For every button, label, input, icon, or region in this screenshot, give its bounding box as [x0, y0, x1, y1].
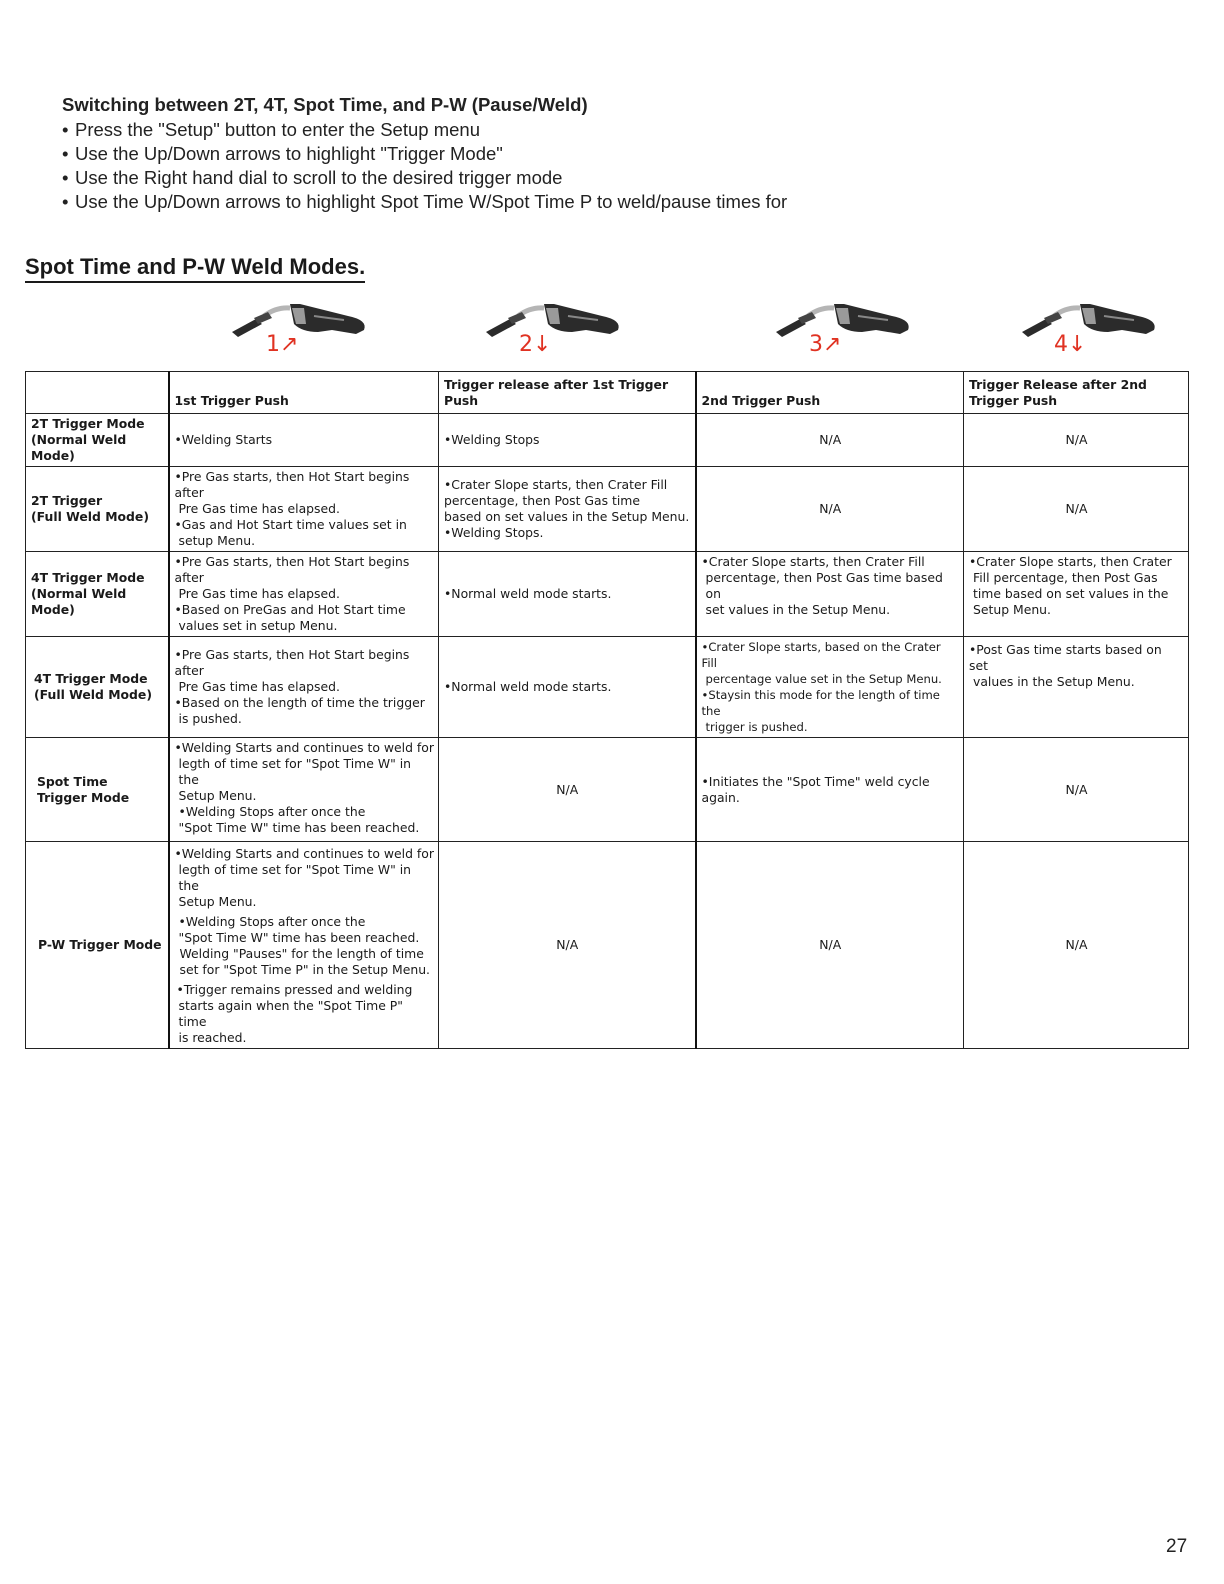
step-label: 2↓ — [519, 332, 552, 357]
page-number: 27 — [1166, 1536, 1188, 1557]
table-cell: •Crater Slope starts, then Crater Fill percentage, then Post Gas time based on set values in the Setup Menu. — [964, 552, 1189, 637]
table-cell: •Welding Starts and continues to weld for legth of time set for "Spot Time W" in the Setup Menu. •Welding Stops after once the "Spot Time W" time has been reached. — [169, 738, 439, 842]
bullet-icon: • — [62, 167, 69, 188]
welding-gun-4 — [1018, 302, 1158, 364]
bullet-icon: • — [62, 119, 69, 140]
intro-bullet-list — [62, 118, 1162, 214]
table-header-row — [26, 372, 1189, 414]
bullet-icon: • — [62, 143, 69, 164]
table-cell: •Crater Slope starts, based on the Crater Fill percentage value set in the Setup Menu. •Staysin this mode for the length of time the trigger is pushed. — [696, 637, 964, 738]
table-cell: N/A — [964, 467, 1189, 552]
table-cell: N/A — [696, 842, 964, 1049]
table-cell: •Welding Starts and continues to weld for legth of time set for "Spot Time W" in the Setup Menu. •Welding Stops after once the "Spot Time W" time has been reached. Welding "Pauses" for the length of time set for "Spot Time P" in the Setup Menu. •Trigger remains pressed and welding starts again when the "Spot Time P" time is reached. — [169, 842, 439, 1049]
table-row — [26, 414, 1189, 467]
table-cell: •Crater Slope starts, then Crater Fill percentage, then Post Gas time based on set values in the Setup Menu. — [696, 552, 964, 637]
mode-name-cell: 4T Trigger Mode (Normal Weld Mode) — [26, 552, 169, 637]
intro-bullet: • Press the "Setup" button to enter the Setup menu — [62, 119, 480, 140]
welding-gun-icon — [482, 302, 622, 342]
mode-name-cell: P-W Trigger Mode — [26, 842, 169, 1049]
table-cell: •Normal weld mode starts. — [439, 637, 696, 738]
table-row — [26, 637, 1189, 738]
table-header-cell: 2nd Trigger Push — [696, 372, 964, 414]
table-cell: N/A — [964, 414, 1189, 467]
table-cell: N/A — [696, 414, 964, 467]
table-cell: N/A — [439, 842, 696, 1049]
intro-bullet: • Use the Up/Down arrows to highlight "Trigger Mode" — [62, 143, 503, 164]
table-cell: •Initiates the "Spot Time" weld cycle again. — [696, 738, 964, 842]
table-cell: •Pre Gas starts, then Hot Start begins after Pre Gas time has elapsed. •Gas and Hot Start time values set in setup Menu. — [169, 467, 439, 552]
table-header-cell: Trigger release after 1st Trigger Push — [439, 372, 696, 414]
table-cell: N/A — [439, 738, 696, 842]
table-row — [26, 738, 1189, 842]
table-cell: •Welding Stops — [439, 414, 696, 467]
table-cell: •Normal weld mode starts. — [439, 552, 696, 637]
table-row — [26, 467, 1189, 552]
table-header-cell: 1st Trigger Push — [169, 372, 439, 414]
welding-gun-icon — [772, 302, 912, 342]
table-cell: •Pre Gas starts, then Hot Start begins after Pre Gas time has elapsed. •Based on PreGas and Hot Start time values set in setup Menu. — [169, 552, 439, 637]
step-label: 1↗ — [266, 332, 299, 357]
table-cell: •Crater Slope starts, then Crater Fill percentage, then Post Gas time based on set values in the Setup Menu. •Welding Stops. — [439, 467, 696, 552]
table-cell: •Pre Gas starts, then Hot Start begins after Pre Gas time has elapsed. •Based on the length of time the trigger is pushed. — [169, 637, 439, 738]
mode-name-cell: 2T Trigger (Full Weld Mode) — [26, 467, 169, 552]
welding-gun-3 — [772, 302, 912, 364]
intro-bullet: • Use the Up/Down arrows to highlight Spot Time W/Spot Time P to weld/pause times for — [62, 191, 788, 212]
table-cell: N/A — [964, 738, 1189, 842]
table-cell: N/A — [696, 467, 964, 552]
section-title: Spot Time and P-W Weld Modes. — [25, 254, 365, 283]
bullet-icon: • — [62, 191, 69, 212]
mode-name-cell: 4T Trigger Mode (Full Weld Mode) — [26, 637, 169, 738]
trigger-mode-table — [25, 371, 1189, 1049]
step-label: 4↓ — [1054, 332, 1087, 357]
table-row — [26, 552, 1189, 637]
welding-gun-icon — [1018, 302, 1158, 342]
intro-bullet: • Use the Right hand dial to scroll to the desired trigger mode — [62, 167, 563, 188]
table-row — [26, 842, 1189, 1049]
table-header-cell — [26, 372, 169, 414]
welding-gun-1 — [228, 302, 368, 364]
table-cell: •Welding Starts — [169, 414, 439, 467]
step-label: 3↗ — [809, 332, 842, 357]
table-cell: •Post Gas time starts based on set values in the Setup Menu. — [964, 637, 1189, 738]
mode-name-cell: Spot Time Trigger Mode — [26, 738, 169, 842]
intro-heading: Switching between 2T, 4T, Spot Time, and P-W (Pause/Weld) — [62, 94, 588, 115]
welding-gun-2 — [482, 302, 622, 364]
intro-section — [62, 93, 1162, 214]
table-cell: N/A — [964, 842, 1189, 1049]
mode-name-cell: 2T Trigger Mode (Normal Weld Mode) — [26, 414, 169, 467]
table-header-cell: Trigger Release after 2nd Trigger Push — [964, 372, 1189, 414]
